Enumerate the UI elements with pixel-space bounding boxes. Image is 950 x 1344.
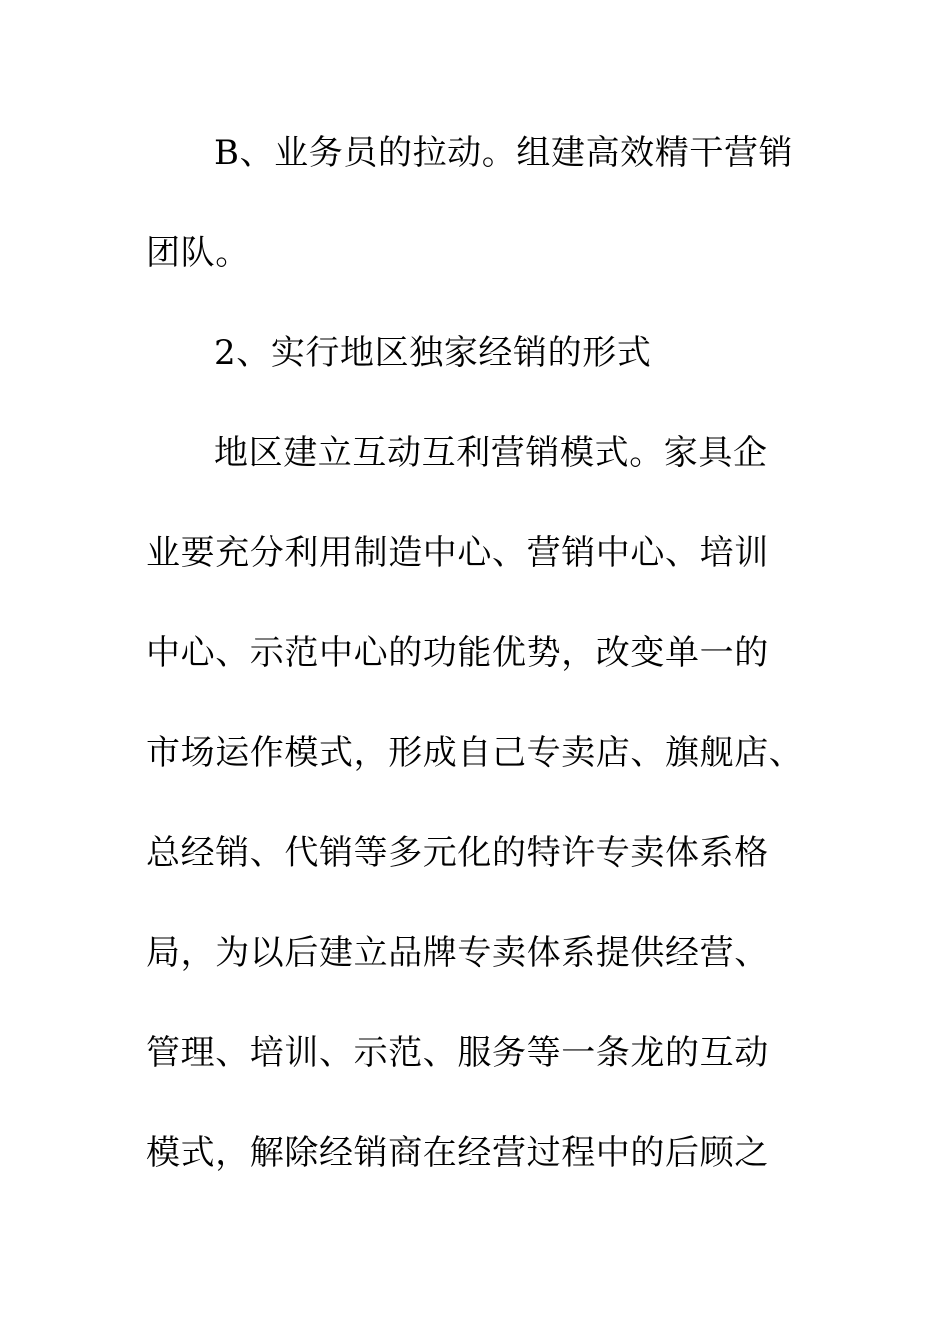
paragraph-line-1: 地区建立互动互利营销模式。家具企 — [214, 433, 768, 473]
paragraph-line-4: 市场运作模式，形成自己专卖店、旗舰店、 — [146, 733, 804, 773]
section-heading-2: 2、实行地区独家经销的形式 — [214, 333, 652, 373]
paragraph-line-5: 总经销、代销等多元化的特许专卖体系格 — [146, 833, 769, 873]
paragraph-line-3: 中心、示范中心的功能优势，改变单一的 — [146, 633, 769, 673]
paragraph-b-line-2: 团队。 — [146, 233, 250, 273]
paragraph-line-7: 管理、培训、示范、服务等一条龙的互动 — [146, 1033, 769, 1073]
document-body — [146, 103, 806, 1203]
paragraph-b-line-1: B、业务员的拉动。组建高效精干营销 — [214, 133, 794, 173]
paragraph-line-2: 业要充分利用制造中心、营销中心、培训 — [146, 533, 769, 573]
paragraph-line-8: 模式，解除经销商在经营过程中的后顾之 — [146, 1133, 769, 1173]
paragraph-line-6: 局，为以后建立品牌专卖体系提供经营、 — [146, 933, 769, 973]
